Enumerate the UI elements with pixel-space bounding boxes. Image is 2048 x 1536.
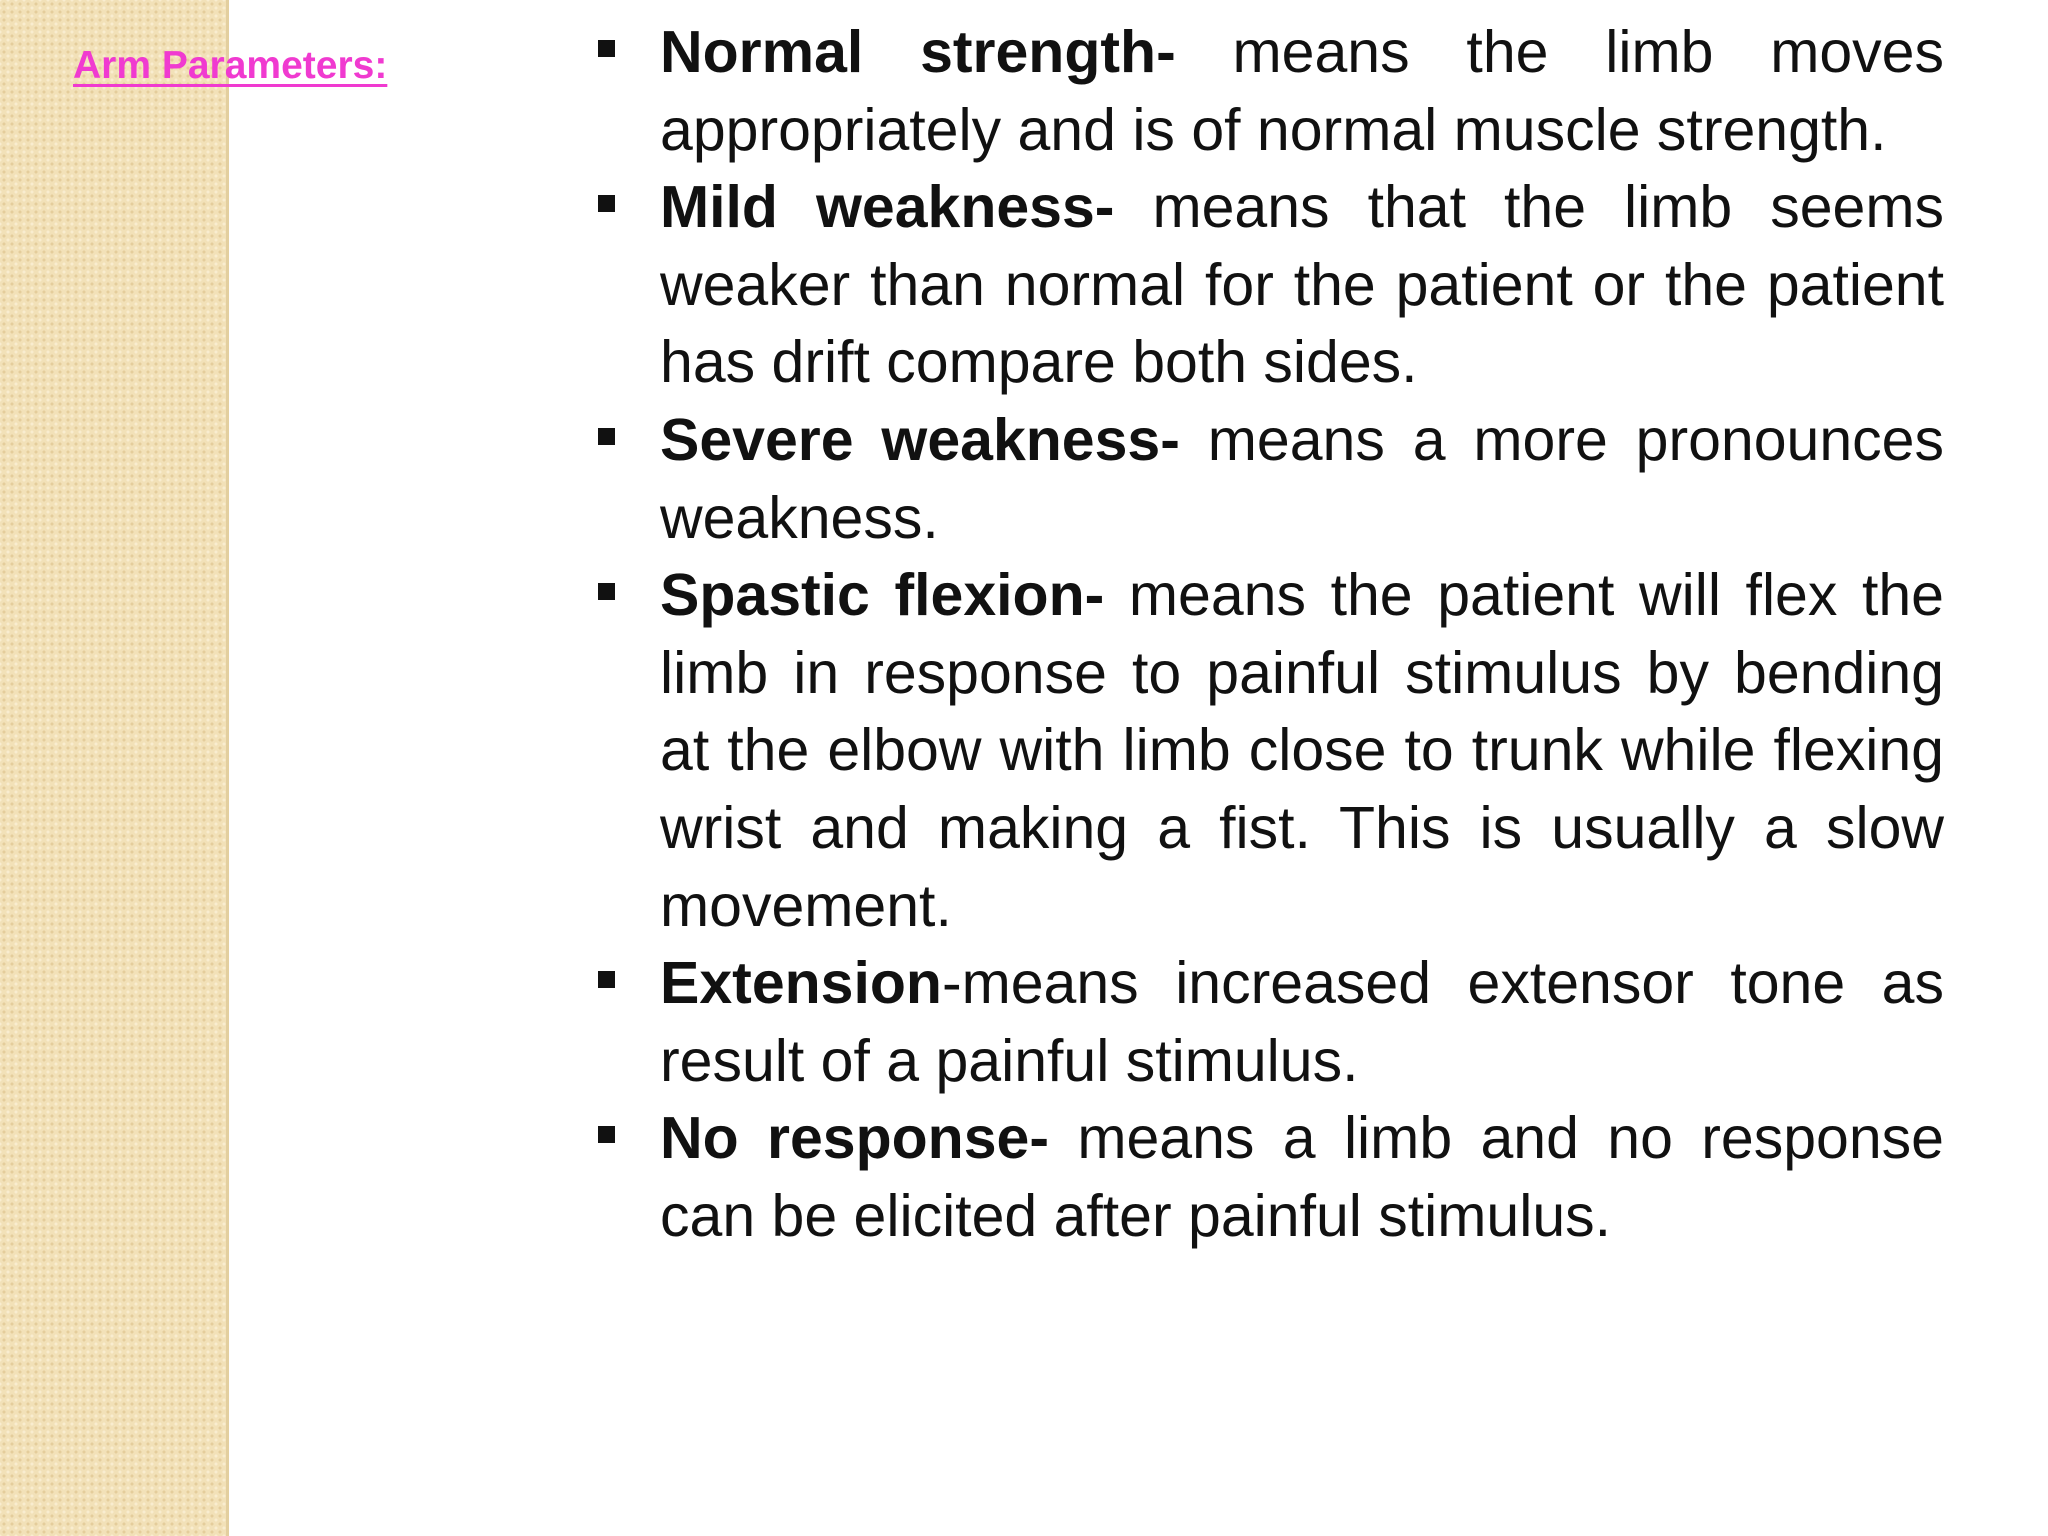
bullet-list xyxy=(660,14,1944,1256)
bullet-item-extension xyxy=(660,945,1944,1100)
bullet-term: Mild weakness- xyxy=(660,174,1115,241)
bullet-item-spastic-flexion xyxy=(660,557,1944,945)
square-bullet-icon xyxy=(598,971,615,988)
side-strip-edge xyxy=(226,0,229,1536)
bullet-item-mild-weakness xyxy=(660,169,1944,402)
bullet-term: Normal strength- xyxy=(660,19,1176,85)
bullet-description: means the limb moves appropriately and is of normal muscle strength. xyxy=(660,19,1944,163)
bullet-item-severe-weakness xyxy=(660,402,1944,557)
bullet-description: means that the limb seems weaker than normal for the patient or the patient has drift compare both sides. xyxy=(660,174,1944,396)
bullet-term: No response- xyxy=(660,1105,1049,1172)
square-bullet-icon xyxy=(598,428,615,445)
slide-heading: Arm Parameters: xyxy=(73,44,388,87)
decorative-side-strip xyxy=(0,0,229,1536)
bullet-item-normal-strength xyxy=(660,14,1944,169)
bullet-term: Extension xyxy=(660,950,942,1017)
bullet-term: Severe weakness- xyxy=(660,406,1180,473)
bullet-description: means the patient will flex the limb in response to painful stimulus by bending at the elbow with limb close to trunk while flexing wrist and making a fist. This is usually a slow movement. xyxy=(660,562,1944,939)
bullet-description: means a more pronounces weakness. xyxy=(660,406,1944,551)
square-bullet-icon xyxy=(598,40,615,57)
square-bullet-icon xyxy=(598,195,615,212)
bullet-item-no-response xyxy=(660,1100,1944,1255)
bullet-term: Spastic flexion- xyxy=(660,562,1105,629)
bullet-description: -means increased extensor tone as result of a painful stimulus. xyxy=(660,950,1944,1094)
square-bullet-icon xyxy=(598,1126,615,1143)
square-bullet-icon xyxy=(598,583,615,600)
bullet-description: means a limb and no response can be elicited after painful stimulus. xyxy=(660,1105,1944,1249)
